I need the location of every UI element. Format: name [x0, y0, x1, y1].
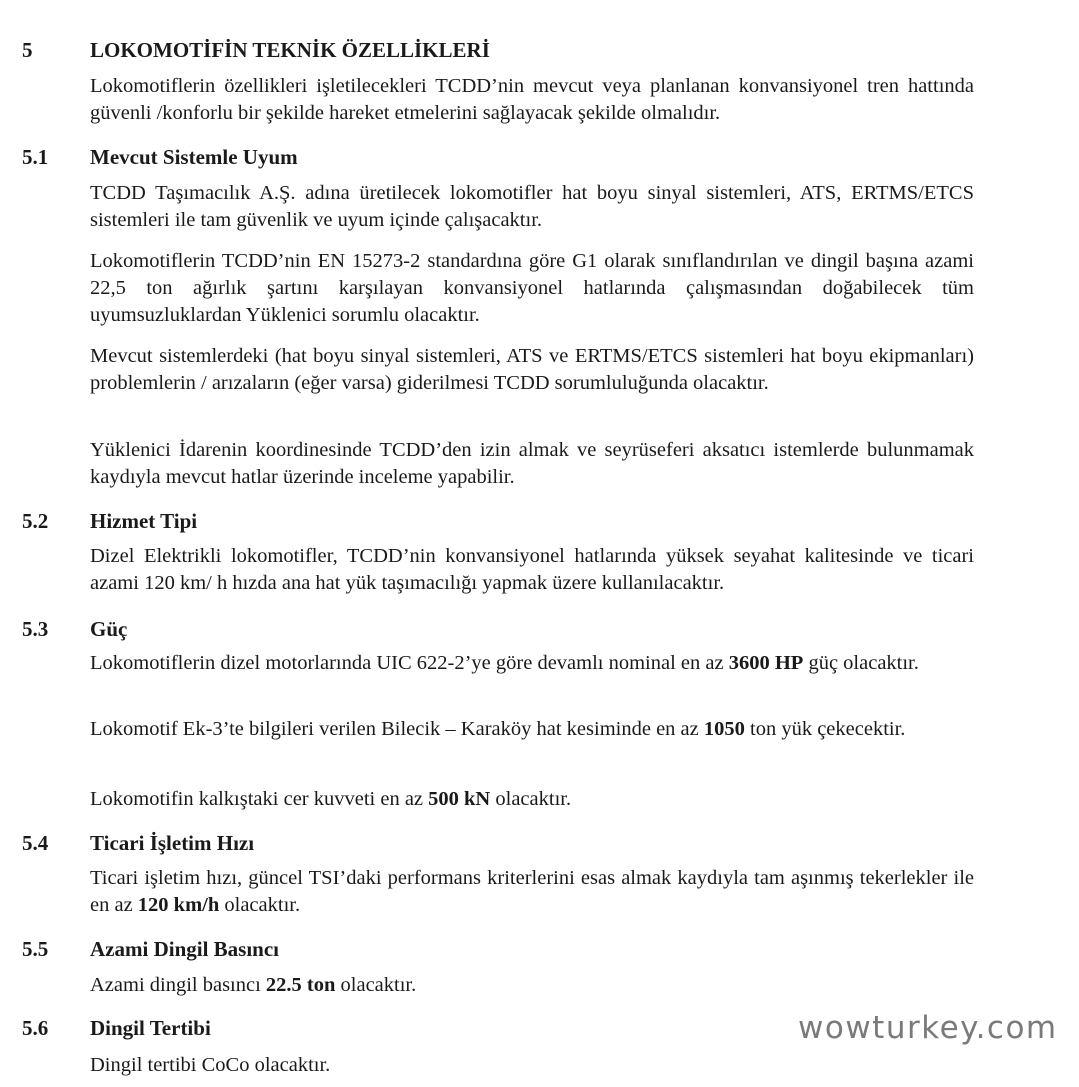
section-intro: Lokomotiflerin özellikleri işletilecekleri TCDD’nin mevcut veya planlanan konvansiyonel tren hattında güvenli /konforlu bir şekilde hareket etmelerini sağlayacak şekilde olmalıdır. — [90, 75, 974, 124]
paragraph — [90, 650, 974, 677]
paragraph — [90, 865, 974, 919]
paragraph: TCDD Taşımacılık A.Ş. adına üretilecek lokomotifler hat boyu sinyal sistemleri, ATS, ERTMS/ETCS sistemleri ile tam güvenlik ve uyum içinde çalışacaktır. — [90, 182, 974, 231]
watermark: wowturkey.com — [798, 1010, 1058, 1046]
value-tractive-force: 500 kN — [428, 788, 491, 810]
section-title: LOKOMOTİFİN TEKNİK ÖZELLİKLERİ — [90, 38, 490, 62]
subsection-number: 5.1 — [22, 145, 49, 169]
subsection-title: Ticari İşletim Hızı — [90, 831, 255, 855]
paragraph — [90, 972, 974, 999]
text-run: Lokomotifin kalkıştaki cer kuvveti en az — [90, 788, 429, 810]
subsection-number: 5.4 — [22, 831, 49, 855]
paragraph: Yüklenici İdarenin koordinesinde TCDD’den izin almak ve seyrüseferi aksatıcı istemlerde bulunmamak kaydıyla mevcut hatlar üzerinde inceleme yapabilir. — [90, 439, 974, 488]
subsection-number: 5.6 — [22, 1016, 49, 1040]
subsection-title: Mevcut Sistemle Uyum — [90, 145, 298, 169]
paragraph: Dizel Elektrikli lokomotifler, TCDD’nin konvansiyonel hatlarında yüksek seyahat kalitesinde ve ticari azami 120 km/ h hızda ana hat yük taşımacılığı yapmak üzere kullanılacaktır. — [90, 545, 974, 594]
subsection-title: Güç — [90, 617, 128, 641]
value-axle-load: 22.5 ton — [265, 974, 336, 996]
text-run: güç olacaktır. — [803, 652, 919, 674]
value-power: 3600 HP — [728, 652, 804, 674]
subsection-number: 5.3 — [22, 617, 49, 641]
subsection-title: Azami Dingil Basıncı — [90, 937, 280, 961]
text-run: Ticari işletim hızı, güncel TSI’daki performans kriterlerini esas almak kaydıyla tam aşınmış tekerlekler ile en az — [90, 867, 974, 916]
subsection-number: 5.5 — [22, 937, 49, 961]
text-run: ton yük çekecektir. — [744, 718, 906, 740]
value-speed: 120 km/h — [137, 894, 220, 916]
paragraph: Mevcut sistemlerdeki (hat boyu sinyal sistemleri, ATS ve ERTMS/ETCS sistemleri hat boyu ekipmanları) problemlerin / arızaların (eğer varsa) giderilmesi TCDD sorumluluğunda olacaktır. — [90, 345, 974, 394]
text-run: olacaktır. — [335, 974, 417, 996]
value-load: 1050 — [703, 718, 745, 740]
paragraph: Lokomotiflerin TCDD’nin EN 15273-2 standardına göre G1 olarak sınıflandırılan ve dingil başına azami 22,5 ton ağırlık şartını karşılayan konvansiyonel hatlarında çalışmasından doğabilecek tüm uyumsuzluklardan Yüklenici sorumlu olacaktır. — [90, 250, 974, 326]
text-run: Lokomotif Ek-3’te bilgileri verilen Bilecik – Karaköy hat kesiminde en az — [90, 718, 704, 740]
text-run: Azami dingil basıncı — [90, 974, 266, 996]
text-run: olacaktır. — [219, 894, 301, 916]
section-number: 5 — [22, 38, 33, 62]
text-run: Lokomotiflerin dizel motorlarında UIC 622-2’ye göre devamlı nominal en az — [90, 652, 729, 674]
text-run: olacaktır. — [490, 788, 572, 810]
paragraph — [90, 716, 974, 743]
subsection-number: 5.2 — [22, 509, 49, 533]
paragraph — [90, 786, 974, 813]
subsection-title: Dingil Tertibi — [90, 1016, 211, 1040]
subsection-title: Hizmet Tipi — [90, 509, 198, 533]
paragraph: Dingil tertibi CoCo olacaktır. — [90, 1054, 331, 1076]
